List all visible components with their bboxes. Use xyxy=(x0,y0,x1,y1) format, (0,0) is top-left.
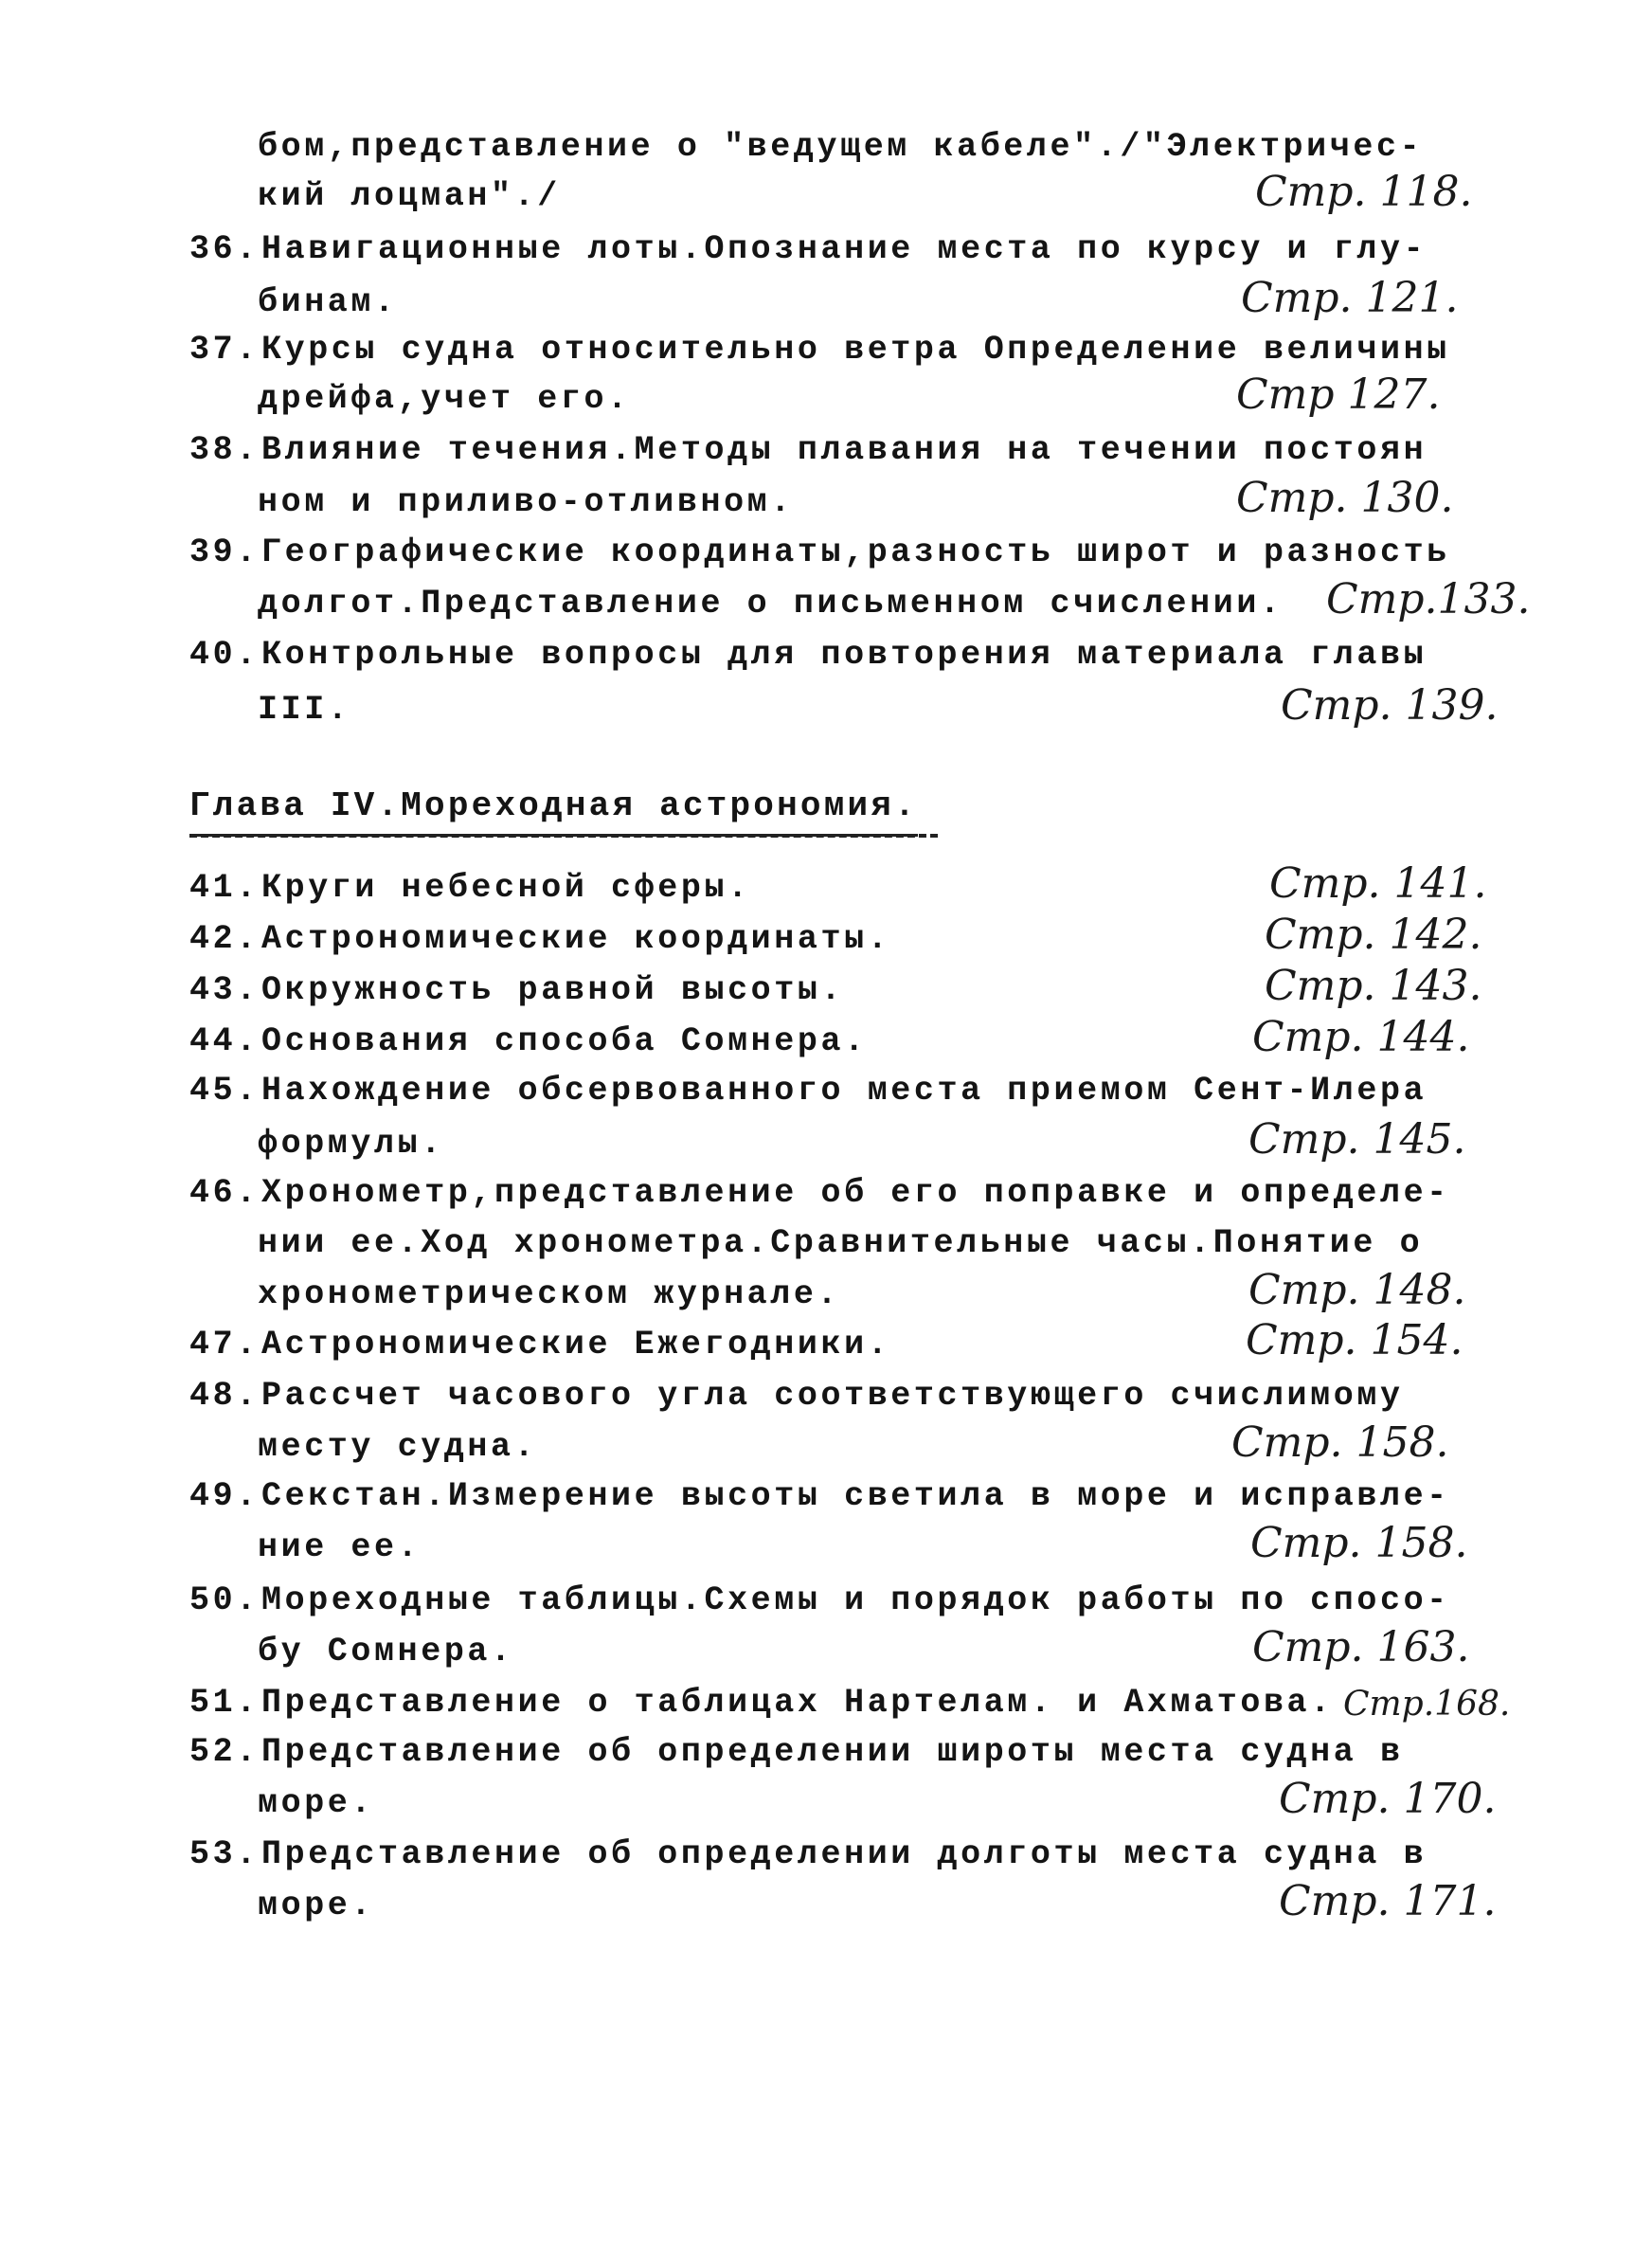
entry-text: формулы. xyxy=(258,1125,444,1163)
toc-line xyxy=(0,681,1652,735)
toc-line xyxy=(0,224,1652,275)
entry-text: Рассчет часового угла соответствующего счислимому xyxy=(261,1377,1404,1415)
entry-text: бу Сомнера. xyxy=(258,1633,514,1670)
page-ref: Стр. 148. xyxy=(1248,1266,1466,1314)
entry-text: месту судна. xyxy=(258,1428,538,1466)
entry-text: кий лоцман"./ xyxy=(258,177,561,215)
toc-line xyxy=(0,1013,1652,1067)
entry-number: 39. xyxy=(189,533,260,571)
entry-number: 43. xyxy=(189,971,260,1009)
entry-text: бинам. xyxy=(258,283,398,321)
toc-line xyxy=(0,1775,1652,1829)
page-ref: Стр. 171. xyxy=(1279,1877,1497,1925)
entry-text: Навигационные лоты.Опознание места по курсу и глу- xyxy=(261,230,1428,268)
page-ref: Стр. 143. xyxy=(1265,962,1482,1010)
toc-line xyxy=(0,1877,1652,1931)
entry-number: 50. xyxy=(189,1581,260,1619)
entry-text: долгот.Представление о письменном счислении. xyxy=(258,585,1284,623)
entry-number: 47. xyxy=(189,1326,260,1363)
page-ref: Стр. 142. xyxy=(1265,911,1482,959)
entry-text: Географические координаты,разность широт и разность xyxy=(261,533,1450,571)
entry-text: дрейфа,учет его. xyxy=(258,380,631,418)
entry-text: III. xyxy=(258,691,351,729)
toc-line xyxy=(0,859,1652,913)
page-ref: Стр. 170. xyxy=(1279,1775,1497,1823)
toc-line xyxy=(0,1370,1652,1421)
toc-line xyxy=(0,629,1652,680)
toc-line xyxy=(0,1677,1652,1728)
entry-text: Влияние течения.Методы плавания на течении постоян xyxy=(261,431,1428,469)
toc-line xyxy=(0,1575,1652,1626)
page-ref: Стр. 121. xyxy=(1241,274,1459,322)
entry-number: 45. xyxy=(189,1072,260,1110)
toc-line xyxy=(0,1316,1652,1370)
entry-number: 38. xyxy=(189,431,260,469)
entry-number: 44. xyxy=(189,1022,260,1060)
page-ref: Стр. 141. xyxy=(1269,859,1487,908)
toc-line xyxy=(0,370,1652,424)
entry-text: Представление об определении долготы места судна в xyxy=(261,1835,1428,1873)
entry-number: 52. xyxy=(189,1733,260,1771)
toc-line xyxy=(0,1218,1652,1269)
entry-text: Хронометр,представление об его поправке и определе- xyxy=(261,1174,1450,1212)
toc-line xyxy=(0,1065,1652,1116)
page-ref: Стр. 158. xyxy=(1231,1418,1449,1467)
entry-text: ном и приливо-отливном. xyxy=(258,483,794,521)
page-ref: Стр. 139. xyxy=(1281,681,1499,730)
page-ref: Стр.168. xyxy=(1343,1685,1511,1724)
toc-line xyxy=(0,274,1652,328)
toc-line xyxy=(0,121,1652,172)
entry-text: Астрономические координаты. xyxy=(261,920,891,958)
entry-text: ние ее. xyxy=(258,1528,422,1566)
entry-number: 48. xyxy=(189,1377,260,1415)
chapter-heading: Глава IV.Мореходная астрономия. xyxy=(189,781,918,837)
toc-line xyxy=(0,1726,1652,1778)
entry-text: море. xyxy=(258,1784,375,1822)
toc-line xyxy=(0,962,1652,1016)
entry-text: Нахождение обсервованного места приемом Сент-Илера xyxy=(261,1072,1428,1110)
toc-line xyxy=(0,1519,1652,1573)
toc-line xyxy=(0,474,1652,528)
entry-number: 53. xyxy=(189,1835,260,1873)
toc-line xyxy=(0,575,1652,629)
entry-text: Курсы судна относительно ветра Определение величины xyxy=(261,331,1450,369)
entry-text: Мореходные таблицы.Схемы и порядок работы по спосо- xyxy=(261,1581,1450,1619)
toc-line xyxy=(0,1115,1652,1169)
entry-number: 36. xyxy=(189,230,260,268)
entry-number: 49. xyxy=(189,1477,260,1515)
heading-dash-rule xyxy=(189,828,938,838)
page-ref: Стр 127. xyxy=(1236,370,1441,419)
entry-text: Круги небесной сферы. xyxy=(261,869,751,907)
entry-text: хронометрическом журнале. xyxy=(258,1275,841,1313)
entry-text: море. xyxy=(258,1887,375,1924)
page-ref: Стр. 144. xyxy=(1252,1013,1470,1061)
toc-line xyxy=(0,168,1652,222)
toc-line xyxy=(0,1167,1652,1219)
entry-number: 51. xyxy=(189,1684,260,1722)
entry-text: Окружность равной высоты. xyxy=(261,971,845,1009)
entry-text: Контрольные вопросы для повторения материала главы xyxy=(261,636,1428,674)
page-ref: Стр. 145. xyxy=(1248,1115,1466,1164)
toc-line xyxy=(0,1471,1652,1522)
toc-line xyxy=(0,1623,1652,1677)
entry-number: 37. xyxy=(189,331,260,369)
page-ref: Стр. 130. xyxy=(1236,474,1454,522)
entry-text: Представление о таблицах Нартелам. и Ахматова. xyxy=(261,1684,1334,1722)
entry-text: бом,представление о "ведущем кабеле"./"Электричес- xyxy=(258,128,1424,166)
entry-text: Астрономические Ежегодники. xyxy=(261,1326,891,1363)
toc-line xyxy=(0,424,1652,476)
page-ref: Стр. 154. xyxy=(1246,1316,1463,1364)
entry-number: 46. xyxy=(189,1174,260,1212)
entry-text: нии ее.Ход хронометра.Сравнительные часы.Понятие о xyxy=(258,1224,1424,1262)
page-ref: Стр. 118. xyxy=(1255,168,1473,216)
page-ref: Стр. 158. xyxy=(1250,1519,1468,1567)
entry-number: 42. xyxy=(189,920,260,958)
entry-number: 41. xyxy=(189,869,260,907)
entry-number: 40. xyxy=(189,636,260,674)
entry-text: Представление об определении широты места судна в xyxy=(261,1733,1404,1771)
toc-line xyxy=(0,527,1652,578)
toc-line xyxy=(0,913,1652,965)
toc-line xyxy=(0,1418,1652,1472)
page-ref: Стр.133. xyxy=(1326,575,1531,623)
toc-line xyxy=(0,1829,1652,1880)
toc-line xyxy=(0,1266,1652,1320)
entry-text: Секстан.Измерение высоты светила в море и исправле- xyxy=(261,1477,1450,1515)
toc-line xyxy=(0,324,1652,375)
entry-text: Основания способа Сомнера. xyxy=(261,1022,868,1060)
chapter-heading-block xyxy=(0,781,1652,847)
page-ref: Стр. 163. xyxy=(1252,1623,1470,1671)
